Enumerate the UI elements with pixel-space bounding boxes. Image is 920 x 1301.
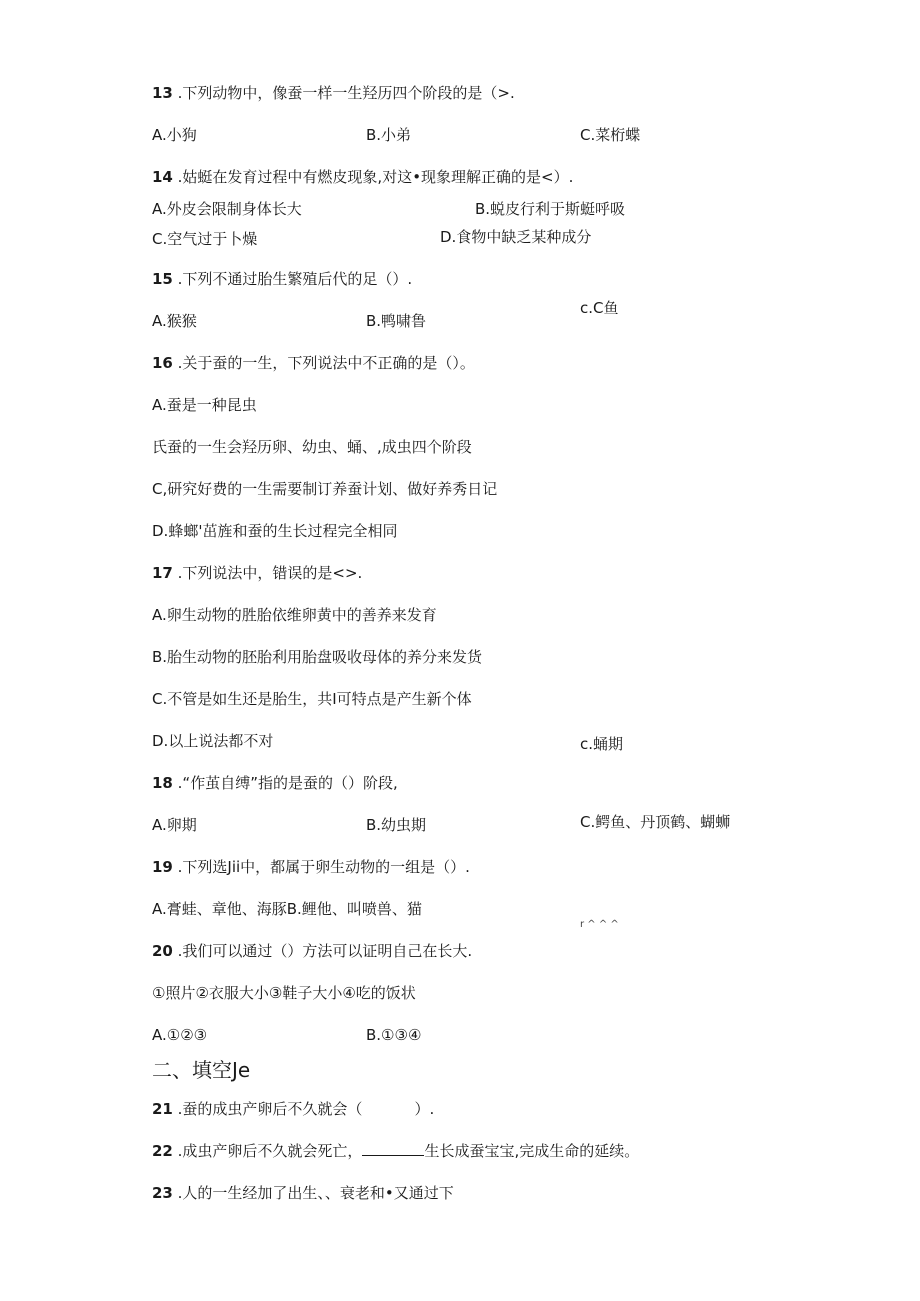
- option-c: C.鳄鱼、丹顶鹤、蝴蛳: [580, 813, 731, 831]
- option-a: A.卵期: [152, 816, 197, 834]
- option-b: B.蜕皮行利于斯蜓呼吸: [475, 200, 626, 218]
- option-d: D.以上说法都不对: [152, 732, 274, 750]
- question-text: .人的一生经加了出生、、衰老和•又通过下: [177, 1184, 454, 1202]
- option-a: A.蚕是一种昆虫: [152, 396, 257, 414]
- question-19: [152, 857, 470, 877]
- stray-option-text: c.蛹期: [580, 735, 624, 753]
- option-a: A.小狗: [152, 126, 197, 144]
- question-number: 17: [152, 564, 173, 582]
- question-text: .下列选Jii中，都属于卵生动物的一组是（）.: [177, 858, 470, 876]
- question-text-after: 生长成蚕宝宝,完成生命的延续。: [424, 1142, 640, 1160]
- question-number: 19: [152, 858, 173, 876]
- section-title: 二、填空Je: [152, 1058, 251, 1082]
- question-number: 13: [152, 84, 173, 102]
- option-c: C.不管是如生还是胎生，共I可特点是产生新个体: [152, 690, 472, 708]
- option-c: C,研究好费的一生需要制订养蚕计划、做好养秀日记: [152, 480, 498, 498]
- question-16: [152, 353, 475, 373]
- option-b: B.鸭啸鲁: [366, 312, 427, 330]
- option-c: C.菜桁蝶: [580, 126, 641, 144]
- question-text: .下列不通过胎生繁殖后代的足（）.: [177, 270, 413, 288]
- question-text: .关于蚕的一生，下列说法中不正确的是（）。: [177, 354, 475, 372]
- option-d: D.食物中缺乏某种成分: [440, 228, 592, 246]
- answer-blank[interactable]: [362, 1141, 424, 1156]
- option-a: A.卵生动物的胜胎依维卵黄中的善养来发育: [152, 606, 437, 624]
- question-17: [152, 563, 362, 583]
- options-ab: A.膏蛙、章他、海豚B.鲤他、叫喷兽、猫: [152, 900, 422, 918]
- question-text-before: .成虫产卵后不久就会死亡，: [177, 1142, 363, 1160]
- question-number: 22: [152, 1142, 173, 1160]
- question-text-after: ）.: [414, 1100, 435, 1118]
- question-20: [152, 941, 472, 961]
- option-a: A.①②③: [152, 1026, 208, 1044]
- question-number: 18: [152, 774, 173, 792]
- option-b: B.胎生动物的胚胎利用胎盘吸收母体的养分来发货: [152, 648, 483, 666]
- question-13: [152, 83, 515, 103]
- question-text: .下列说法中，错误的是<>.: [177, 564, 363, 582]
- question-number: 15: [152, 270, 173, 288]
- question-23: [152, 1183, 454, 1203]
- option-b: B.幼虫期: [366, 816, 427, 834]
- question-number: 23: [152, 1184, 173, 1202]
- question-number: 21: [152, 1100, 173, 1118]
- option-a: A.外皮会限制身体长大: [152, 200, 302, 218]
- question-18: [152, 773, 398, 793]
- question-21: [152, 1099, 434, 1119]
- stray-marks: r ^ ^ ^: [580, 919, 619, 930]
- question-text: .我们可以通过（）方法可以证明自己在长大.: [177, 942, 473, 960]
- question-22: [152, 1141, 639, 1161]
- question-text: .下列动物中，像蚕一样一生羟历四个阶段的是（>.: [177, 84, 515, 102]
- option-b: B.①③④: [366, 1026, 422, 1044]
- question-number: 20: [152, 942, 173, 960]
- option-b: B.小弟: [366, 126, 412, 144]
- choice-list: ①照片②衣服大小③鞋子大小④吃的饭状: [152, 984, 416, 1002]
- question-text: .“作茧自缚”指的是蚕的（）阶段,: [177, 774, 398, 792]
- option-c: c.C鱼: [580, 299, 619, 317]
- option-b: 氏蚕的一生会羟历卵、幼虫、蛹、,成虫四个阶段: [152, 438, 472, 456]
- option-a: A.猴猴: [152, 312, 197, 330]
- question-15: [152, 269, 412, 289]
- option-c: C.空气过于卜燥: [152, 230, 258, 248]
- question-14: [152, 167, 573, 187]
- question-number: 16: [152, 354, 173, 372]
- option-d: D.蜂螂'茁旌和蚕的生长过程完全相同: [152, 522, 398, 540]
- question-text: .姑蜓在发育过程中有燃皮现象,对这•现象理解正确的是<）.: [177, 168, 574, 186]
- question-number: 14: [152, 168, 173, 186]
- question-text-before: .蚕的成虫产卵后不久就会（: [177, 1100, 363, 1118]
